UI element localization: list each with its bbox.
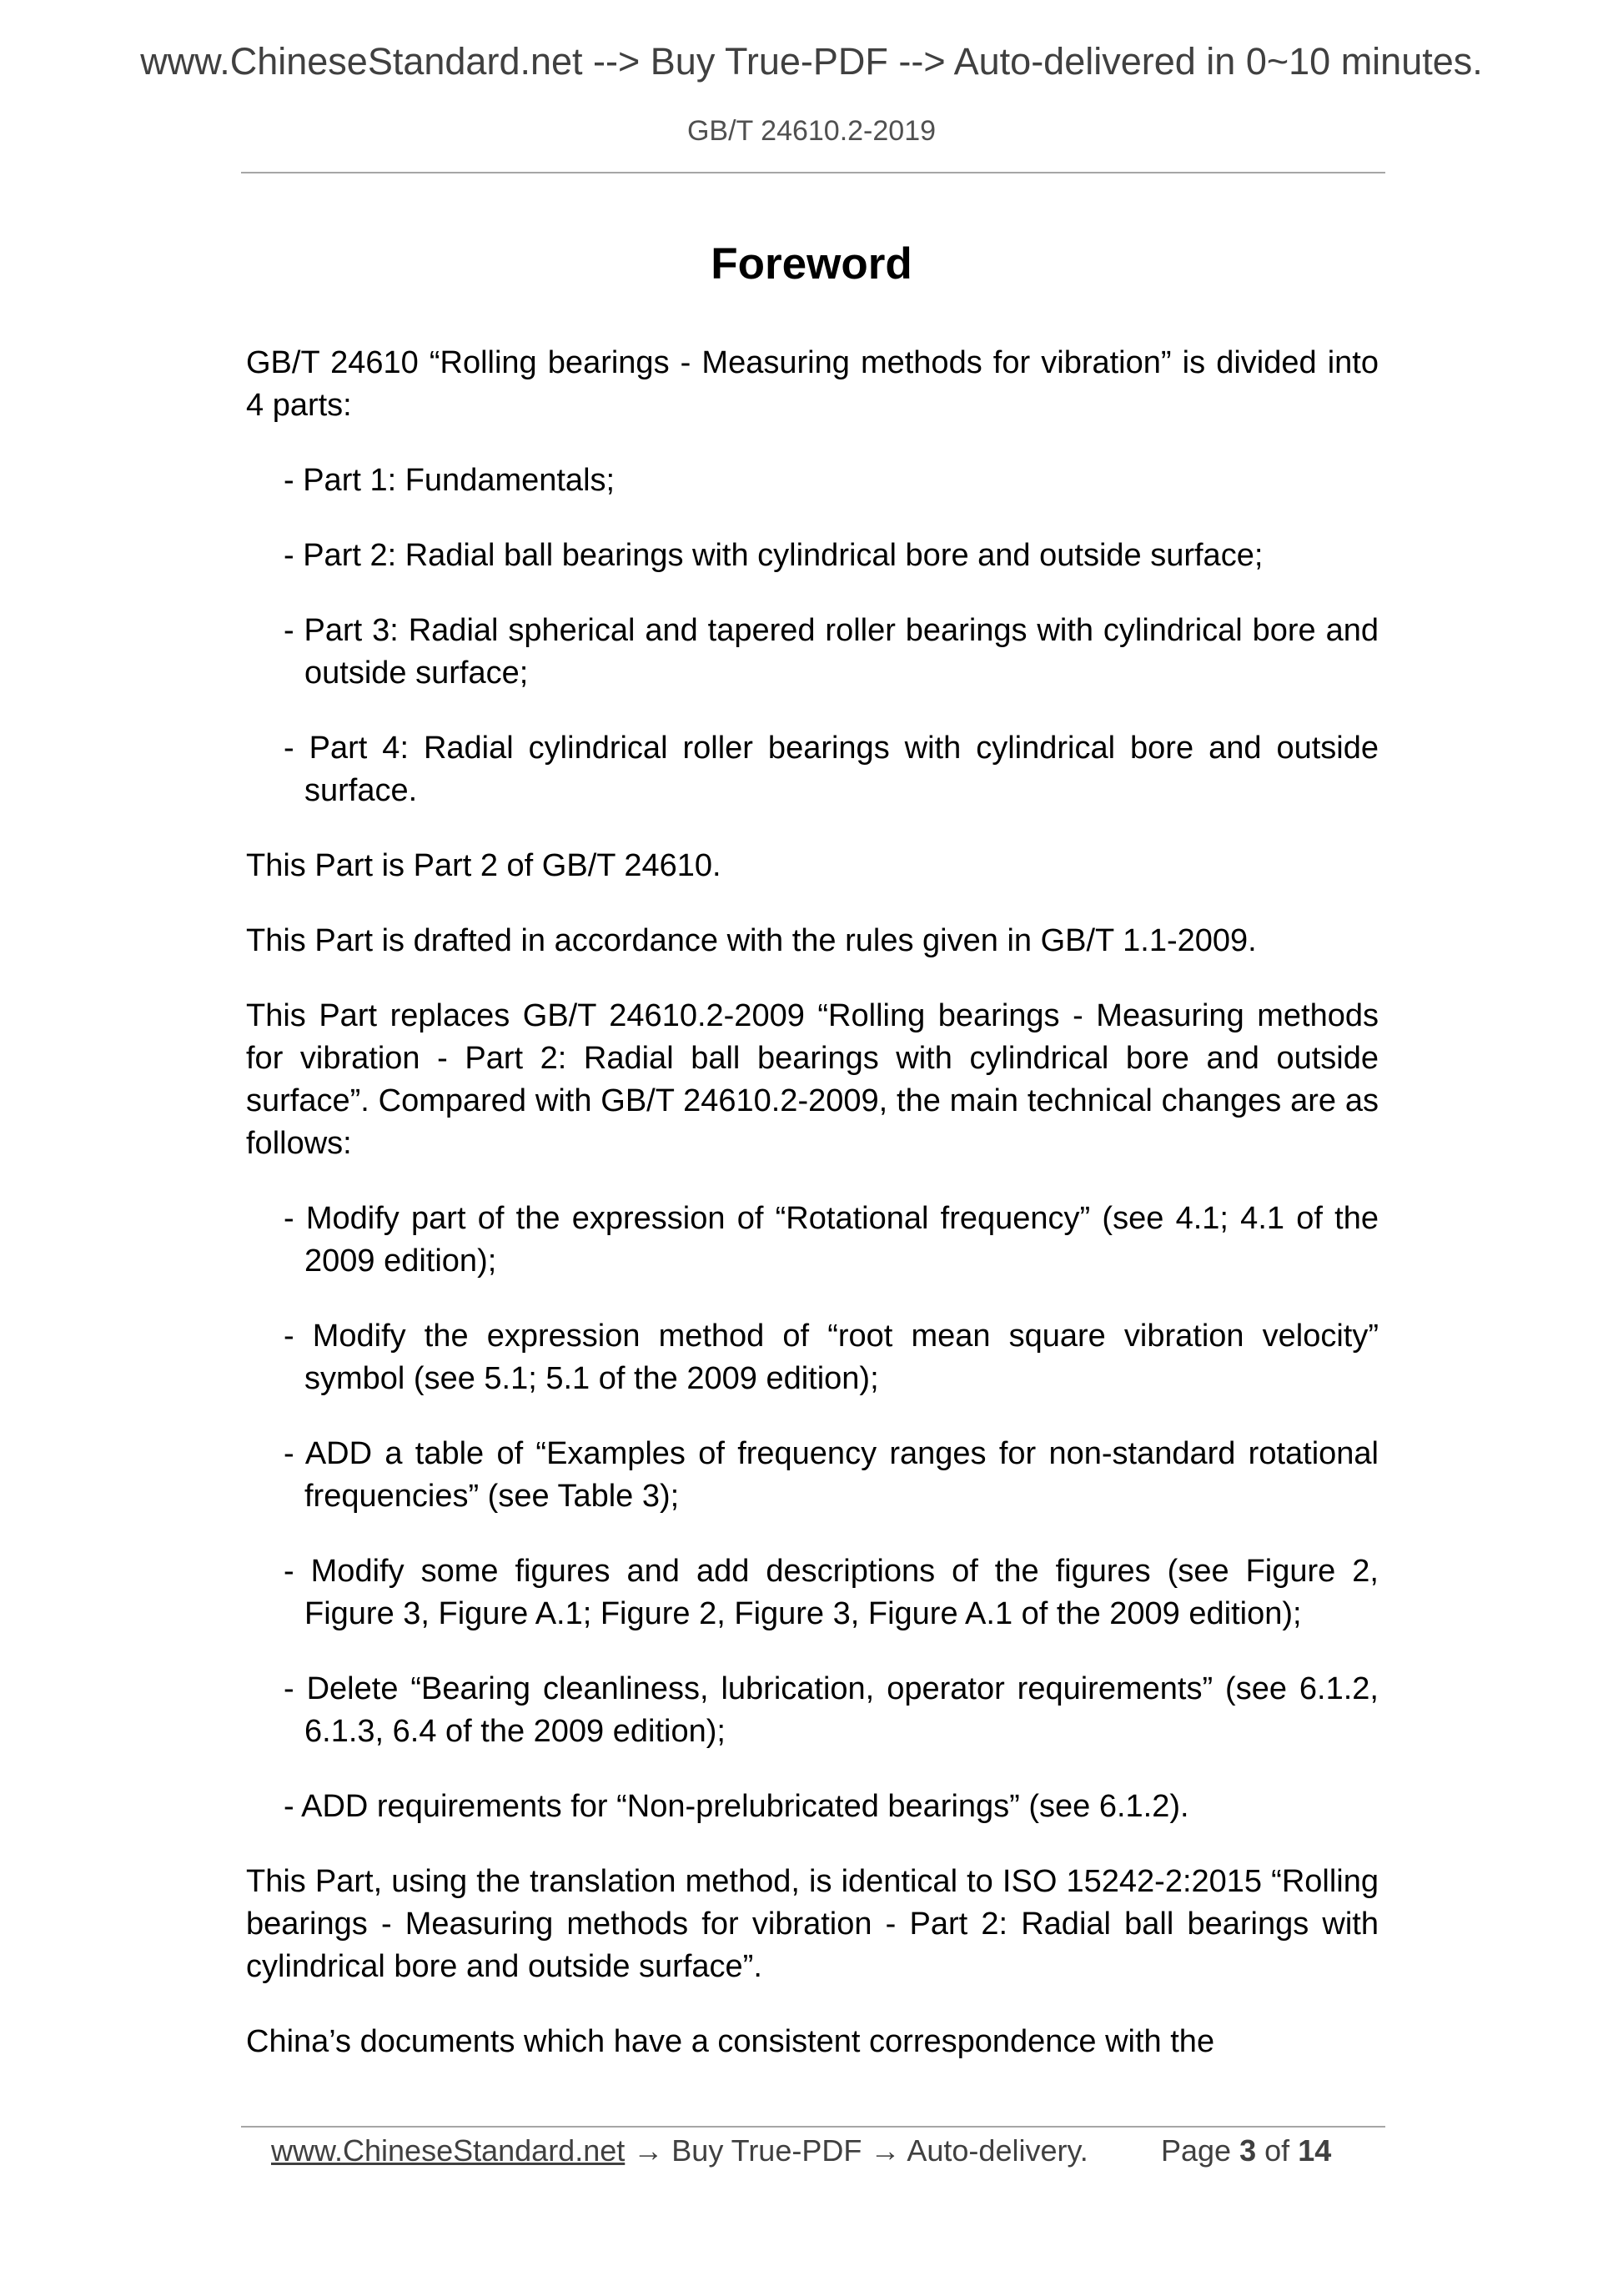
change-item-2: - Modify the expression method of “root mean square vibration velocity” symbol (see 5.1; 5.1 of the 2009 edition);: [284, 1319, 1379, 1396]
page-title: Foreword: [711, 239, 912, 289]
change-item-4: - Modify some figures and add descriptions of the figures (see Figure 2, Figure 3, Figure A.1; Figure 2, Figure 3, Figure A.1 of the 2009 edition);: [284, 1554, 1379, 1631]
page-indicator: [1161, 2133, 1331, 2168]
arrow-right-icon: →: [870, 2133, 901, 2168]
change-item-1: - Modify part of the expression of “Rotational frequency” (see 4.1; 4.1 of the 2009 edition);: [284, 1201, 1379, 1279]
page-of: of: [1264, 2133, 1290, 2168]
intro-paragraph: GB/T 24610 “Rolling bearings - Measuring methods for vibration” is divided into 4 parts:: [246, 345, 1379, 423]
page-label: Page: [1161, 2133, 1232, 2168]
header-divider: [241, 172, 1385, 173]
footer-site-link[interactable]: www.ChineseStandard.net: [271, 2133, 626, 2168]
part-2-item: - Part 2: Radial ball bearings with cylindrical bore and outside surface;: [284, 538, 1264, 573]
part-statement: This Part is Part 2 of GB/T 24610.: [246, 848, 721, 883]
change-item-3: - ADD a table of “Examples of frequency ranges for non-standard rotational frequencies” (see Table 3);: [284, 1436, 1379, 1514]
identity-statement: This Part, using the translation method, is identical to ISO 15242-2:2015 “Rolling bearings - Measuring methods for vibration - Part 2: Radial ball bearings with cylindrical bore and outside surface”.: [246, 1864, 1379, 1984]
drafting-statement: This Part is drafted in accordance with the rules given in GB/T 1.1-2009.: [246, 923, 1257, 958]
footer-divider: [241, 2126, 1385, 2128]
part-3-item: - Part 3: Radial spherical and tapered roller bearings with cylindrical bore and outside surface;: [284, 613, 1379, 691]
change-item-5: - Delete “Bearing cleanliness, lubrication, operator requirements” (see 6.1.2, 6.1.3, 6.4 of the 2009 edition);: [284, 1671, 1379, 1749]
page-footer: [271, 2133, 1355, 2168]
change-item-6: - ADD requirements for “Non-prelubricated bearings” (see 6.1.2).: [284, 1789, 1189, 1824]
standard-code: GB/T 24610.2-2019: [686, 115, 937, 147]
document-body: [246, 342, 1379, 2096]
page-current: 3: [1239, 2133, 1257, 2168]
top-banner: www.ChineseStandard.net --> Buy True-PDF --> Auto-delivered in 0~10 minutes.: [140, 40, 1483, 83]
part-1-item: - Part 1: Fundamentals;: [284, 463, 616, 498]
correspondence-paragraph: China’s documents which have a consistent correspondence with the: [246, 2024, 1215, 2059]
page-total: 14: [1298, 2133, 1332, 2168]
arrow-right-icon: →: [633, 2133, 664, 2168]
footer-buy-text: Buy True-PDF: [671, 2133, 862, 2168]
replacement-statement: This Part replaces GB/T 24610.2-2009 “Rolling bearings - Measuring methods for vibration - Part 2: Radial ball bearings with cylindrical bore and outside surface”. Compared with GB/T 24610.2-2009, the main technical changes are as follows:: [246, 998, 1379, 1161]
footer-delivery-text: Auto-delivery.: [907, 2133, 1088, 2168]
part-4-item: - Part 4: Radial cylindrical roller bearings with cylindrical bore and outside surface.: [284, 731, 1379, 808]
